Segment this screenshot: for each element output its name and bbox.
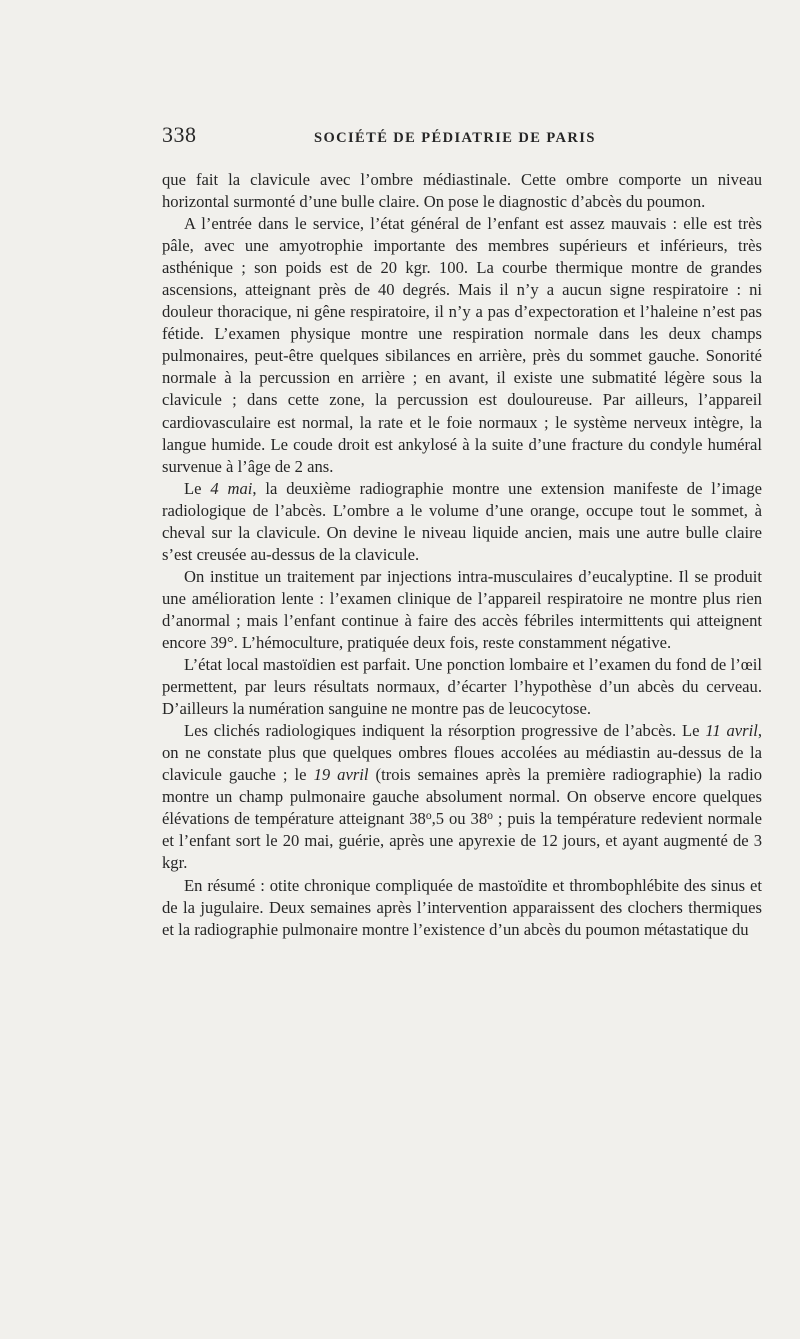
paragraph-admission-state <box>162 213 762 478</box>
book-page <box>162 122 762 941</box>
body-text <box>162 169 762 941</box>
paragraph-text: que fait la clavicule avec l’ombre médiastinale. Cette ombre comporte un niveau horizontal surmonté d’une bulle claire. On pose le diagnostic d’abcès du poumon. <box>162 170 762 212</box>
paragraph-treatment <box>162 566 762 654</box>
paragraph-abscess-diagnosis <box>162 169 762 213</box>
page-header <box>162 122 762 154</box>
page-number: 338 <box>162 122 197 147</box>
paragraph-text: En résumé : otite chronique compliquée de mastoïdite et thrombophlébite des sinus et de la jugulaire. Deux semaines après l’intervention apparaissent des clochers thermiques et la radiographie pulmonaire montre l’existence d’un abcès du poumon métastatique du <box>162 875 762 939</box>
date-italic: 11 avril <box>705 721 758 741</box>
paragraph-text: , la deuxième radiographie montre une extension manifeste de l’image radiologique de l’abcès. L’ombre a le volume d’une orange, occupe tout le sommet, à cheval sur la clavicule. On devine le niveau liquide ancien, mais une autre bulle claire s’est creusée au-dessus de la clavicule. <box>162 478 762 564</box>
degree-mark: o <box>487 809 493 823</box>
paragraph-text: Le <box>184 478 211 498</box>
degree-mark: o <box>425 809 432 823</box>
paragraph-summary <box>162 875 762 941</box>
paragraph-radiological-resorption <box>162 720 762 874</box>
paragraph-text: ; puis la température redevient normale et l’enfant sort le 20 mai, guérie, après une apyrexie de 12 jours, et ayant augmenté de 3 kgr. <box>162 809 762 873</box>
paragraph-second-radiograph <box>162 478 762 566</box>
paragraph-text: L’état local mastoïdien est parfait. Une ponction lombaire et l’examen du fond de l’œil permettent, par leurs résultats normaux, d’écarter l’hypothèse d’un abcès du cerveau. D’ailleurs la numération sanguine ne montre pas de leucocytose. <box>162 655 762 719</box>
paragraph-mastoid-state <box>162 654 762 720</box>
date-italic: 19 avril <box>313 765 369 785</box>
paragraph-text: Les clichés radiologiques indiquent la résorption progressive de l’abcès. Le <box>184 721 706 741</box>
running-title: SOCIÉTÉ DE PÉDIATRIE DE PARIS <box>314 130 596 146</box>
date-italic: 4 mai <box>210 478 253 498</box>
paragraph-text: , on ne constate plus que quelques ombres floues accolées au médiastin au-dessus de la clavicule gauche ; le <box>162 721 762 785</box>
paragraph-text: (trois semaines après la première radiographie) la radio montre un champ pulmonaire gauche absolument normal. On observe encore quelques élévations de température atteignant 38 <box>162 765 762 829</box>
paragraph-text: On institue un traitement par injections intra-musculaires d’eucalyptine. Il se produit une amélioration lente : l’examen clinique de l’appareil respiratoire ne montre plus rien d’anormal ; mais l’enfant continue à faire des accès fébriles intermittents qui atteignent encore 39°. L’hémoculture, pratiquée deux fois, reste constamment négative. <box>162 566 762 652</box>
paragraph-text: A l’entrée dans le service, l’état général de l’enfant est assez mauvais : elle est très pâle, avec une amyotrophie importante des membres supérieurs et inférieurs, très asthénique ; son poids est de 20 kgr. 100. La courbe thermique montre de grandes ascensions, atteignant près de 40 degrés. Mais il n’y a aucun signe respiratoire : ni douleur thoracique, ni gêne respiratoire, il n’y a pas d’expectoration et l’haleine n’est pas fétide. L’examen physique montre une respiration normale dans les deux champs pulmonaires, peut-être quelques sibilances en arrière, près du sommet gauche. Sonorité normale à la percussion en arrière ; en avant, il existe une submatité légère sous la clavicule ; dans cette zone, la percussion est douloureuse. Par ailleurs, l’appareil cardiovasculaire est normal, la rate et le foie normaux ; le système nerveux intègre, la langue humide. Le coude droit est ankylosé à la suite d’une fracture du condyle huméral survenue à l’âge de 2 ans. <box>162 214 762 476</box>
paragraph-text: ,5 ou 38 <box>431 809 488 829</box>
